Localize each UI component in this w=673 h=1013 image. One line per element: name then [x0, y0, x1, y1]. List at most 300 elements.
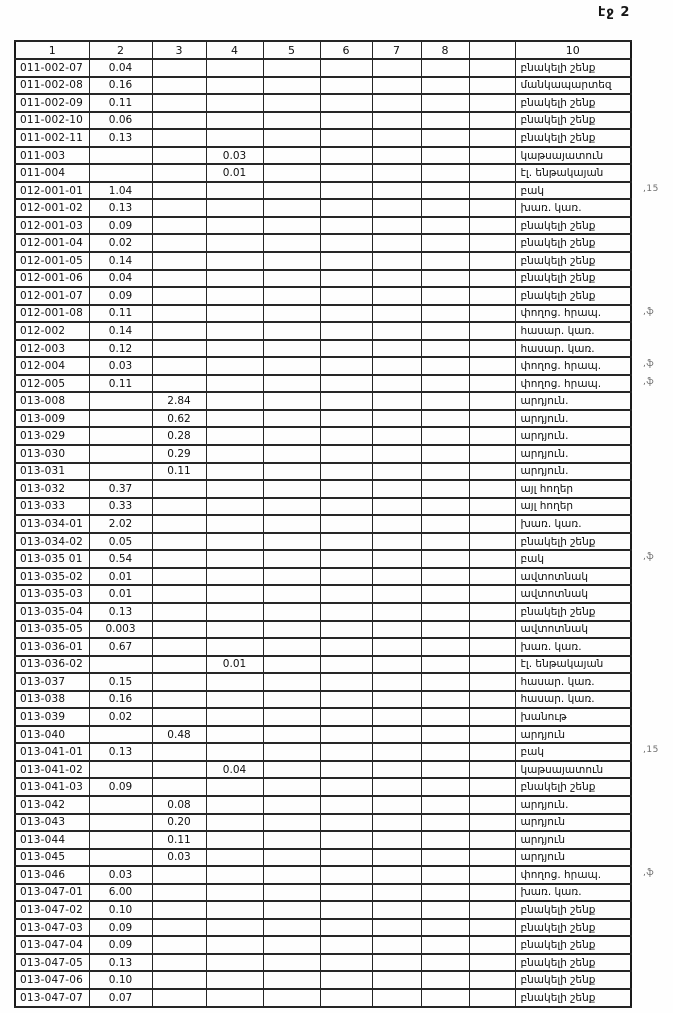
area-col2-cell: 0.10: [89, 901, 152, 919]
land-use-cell: ավտոտնակ: [515, 568, 631, 586]
empty-cell: [372, 445, 421, 463]
land-use-cell: փողոց. հրապ.: [515, 866, 631, 884]
empty-cell: [372, 77, 421, 95]
area-col2-cell: [89, 849, 152, 867]
empty-cell: [372, 936, 421, 954]
margin-annotation: ,ֆ: [643, 552, 655, 563]
empty-cell: [263, 533, 320, 551]
area-col3-cell: [152, 182, 206, 200]
parcel-id-cell: 013-042: [15, 796, 89, 814]
empty-cell: [421, 638, 469, 656]
parcel-id-cell: 013-043: [15, 814, 89, 832]
area-col3-cell: [152, 761, 206, 779]
empty-cell: [421, 445, 469, 463]
empty-cell: [263, 743, 320, 761]
empty-cell: [372, 217, 421, 235]
empty-cell: [320, 463, 372, 481]
land-use-cell: բնակելի շենք: [515, 234, 631, 252]
empty-cell: [372, 585, 421, 603]
area-col4-cell: [206, 427, 263, 445]
area-col2-cell: [89, 831, 152, 849]
area-col3-cell: [152, 234, 206, 252]
empty-cell: [263, 94, 320, 112]
land-use-cell: բակ: [515, 743, 631, 761]
area-col3-cell: [152, 585, 206, 603]
land-use-cell: արդյուն.: [515, 796, 631, 814]
empty-cell: [263, 164, 320, 182]
area-col4-cell: [206, 217, 263, 235]
empty-cell: [421, 726, 469, 744]
empty-cell: [320, 936, 372, 954]
table-row: [15, 147, 631, 165]
empty-cell: [421, 989, 469, 1007]
empty-cell: [421, 270, 469, 288]
land-use-cell: կաթսայատուն: [515, 147, 631, 165]
parcel-id-cell: 013-037: [15, 673, 89, 691]
parcel-id-cell: 011-002-10: [15, 112, 89, 130]
empty-cell: [469, 410, 515, 428]
land-use-cell: հասար. կառ.: [515, 673, 631, 691]
parcel-id-cell: 012-001-06: [15, 270, 89, 288]
empty-cell: [263, 77, 320, 95]
table-row: [15, 621, 631, 639]
cadastral-parcel-table: [14, 40, 632, 1008]
empty-cell: [469, 234, 515, 252]
margin-annotation: ,ֆ: [643, 868, 655, 879]
area-col2-cell: 0.04: [89, 270, 152, 288]
area-col4-cell: [206, 796, 263, 814]
empty-cell: [421, 287, 469, 305]
empty-cell: [421, 603, 469, 621]
empty-cell: [469, 954, 515, 972]
empty-cell: [372, 533, 421, 551]
empty-cell: [372, 708, 421, 726]
empty-cell: [469, 498, 515, 516]
empty-cell: [421, 550, 469, 568]
area-col2-cell: 6.00: [89, 884, 152, 902]
area-col4-cell: [206, 410, 263, 428]
empty-cell: [469, 217, 515, 235]
land-use-cell: արդյուն.: [515, 392, 631, 410]
land-use-cell: բնակելի շենք: [515, 919, 631, 937]
parcel-id-cell: 012-001-05: [15, 252, 89, 270]
table-row: [15, 550, 631, 568]
empty-cell: [469, 357, 515, 375]
parcel-id-cell: 011-002-07: [15, 59, 89, 77]
parcel-id-cell: 013-041-03: [15, 778, 89, 796]
table-row: [15, 691, 631, 709]
empty-cell: [421, 673, 469, 691]
empty-cell: [263, 919, 320, 937]
parcel-id-cell: 013-047-06: [15, 971, 89, 989]
empty-cell: [320, 919, 372, 937]
empty-cell: [320, 112, 372, 130]
empty-cell: [372, 884, 421, 902]
area-col3-cell: [152, 94, 206, 112]
empty-cell: [372, 550, 421, 568]
empty-cell: [421, 305, 469, 323]
area-col2-cell: 0.003: [89, 621, 152, 639]
empty-cell: [320, 77, 372, 95]
empty-cell: [320, 568, 372, 586]
empty-cell: [320, 971, 372, 989]
land-use-cell: արդյուն.: [515, 463, 631, 481]
area-col3-cell: [152, 936, 206, 954]
empty-cell: [469, 673, 515, 691]
empty-cell: [469, 59, 515, 77]
area-col2-cell: 0.37: [89, 480, 152, 498]
empty-cell: [320, 778, 372, 796]
empty-cell: [372, 252, 421, 270]
table-row: [15, 322, 631, 340]
table-row: [15, 585, 631, 603]
empty-cell: [372, 568, 421, 586]
empty-cell: [372, 691, 421, 709]
area-col3-cell: 0.11: [152, 831, 206, 849]
parcel-id-cell: 013-035 01: [15, 550, 89, 568]
table-row: [15, 480, 631, 498]
table-row: [15, 270, 631, 288]
parcel-id-cell: 011-003: [15, 147, 89, 165]
empty-cell: [469, 463, 515, 481]
empty-cell: [372, 463, 421, 481]
parcel-id-cell: 012-002: [15, 322, 89, 340]
parcel-id-cell: 013-035-03: [15, 585, 89, 603]
empty-cell: [469, 761, 515, 779]
area-col2-cell: 0.14: [89, 322, 152, 340]
empty-cell: [320, 234, 372, 252]
land-use-cell: խառ. կառ.: [515, 884, 631, 902]
empty-cell: [320, 550, 372, 568]
empty-cell: [263, 182, 320, 200]
empty-cell: [421, 357, 469, 375]
area-col3-cell: [152, 621, 206, 639]
empty-cell: [263, 112, 320, 130]
empty-cell: [469, 533, 515, 551]
empty-cell: [320, 691, 372, 709]
area-col4-cell: [206, 585, 263, 603]
empty-cell: [469, 445, 515, 463]
area-col2-cell: 0.15: [89, 673, 152, 691]
parcel-id-cell: 013-046: [15, 866, 89, 884]
empty-cell: [320, 901, 372, 919]
area-col3-cell: [152, 252, 206, 270]
table-row: [15, 656, 631, 674]
empty-cell: [469, 129, 515, 147]
land-use-cell: բակ: [515, 550, 631, 568]
area-col4-cell: [206, 480, 263, 498]
empty-cell: [421, 147, 469, 165]
empty-cell: [421, 480, 469, 498]
area-col3-cell: 0.62: [152, 410, 206, 428]
land-use-cell: խառ. կառ.: [515, 199, 631, 217]
empty-cell: [372, 480, 421, 498]
parcel-id-cell: 012-004: [15, 357, 89, 375]
land-use-cell: խառ. կառ.: [515, 515, 631, 533]
empty-cell: [263, 656, 320, 674]
area-col2-cell: [89, 147, 152, 165]
empty-cell: [320, 59, 372, 77]
area-col4-cell: [206, 638, 263, 656]
parcel-id-cell: 012-001-04: [15, 234, 89, 252]
parcel-id-cell: 012-005: [15, 375, 89, 393]
empty-cell: [263, 357, 320, 375]
column-header: 6: [320, 41, 372, 59]
empty-cell: [421, 59, 469, 77]
empty-cell: [469, 515, 515, 533]
area-col2-cell: 0.16: [89, 691, 152, 709]
parcel-id-cell: 013-047-04: [15, 936, 89, 954]
empty-cell: [421, 94, 469, 112]
empty-cell: [320, 182, 372, 200]
area-col2-cell: 0.13: [89, 199, 152, 217]
empty-cell: [320, 480, 372, 498]
empty-cell: [469, 743, 515, 761]
table-row: [15, 831, 631, 849]
area-col4-cell: [206, 270, 263, 288]
empty-cell: [421, 814, 469, 832]
empty-cell: [372, 59, 421, 77]
area-col4-cell: [206, 199, 263, 217]
empty-cell: [421, 691, 469, 709]
empty-cell: [263, 515, 320, 533]
table-row: [15, 515, 631, 533]
empty-cell: [469, 427, 515, 445]
land-use-cell: բնակելի շենք: [515, 901, 631, 919]
area-col3-cell: [152, 480, 206, 498]
area-col3-cell: [152, 270, 206, 288]
table-row: [15, 59, 631, 77]
empty-cell: [263, 708, 320, 726]
parcel-id-cell: 013-033: [15, 498, 89, 516]
empty-cell: [263, 59, 320, 77]
parcel-id-cell: 012-001-08: [15, 305, 89, 323]
table-row: [15, 445, 631, 463]
empty-cell: [372, 919, 421, 937]
empty-cell: [469, 77, 515, 95]
land-use-cell: արդյուն: [515, 814, 631, 832]
empty-cell: [469, 550, 515, 568]
empty-cell: [320, 147, 372, 165]
area-col3-cell: [152, 708, 206, 726]
empty-cell: [469, 971, 515, 989]
empty-cell: [263, 831, 320, 849]
empty-cell: [320, 340, 372, 358]
land-use-cell: հասար. կառ.: [515, 340, 631, 358]
empty-cell: [421, 761, 469, 779]
empty-cell: [263, 778, 320, 796]
land-use-cell: բնակելի շենք: [515, 94, 631, 112]
empty-cell: [320, 392, 372, 410]
empty-cell: [372, 147, 421, 165]
land-use-cell: բնակելի շենք: [515, 252, 631, 270]
table-row: [15, 305, 631, 323]
area-col2-cell: 0.09: [89, 778, 152, 796]
parcel-id-cell: 011-002-11: [15, 129, 89, 147]
empty-cell: [263, 217, 320, 235]
empty-cell: [469, 94, 515, 112]
empty-cell: [421, 77, 469, 95]
empty-cell: [263, 322, 320, 340]
empty-cell: [372, 164, 421, 182]
table-row: [15, 498, 631, 516]
land-use-cell: փողոց. հրապ.: [515, 375, 631, 393]
empty-cell: [320, 498, 372, 516]
empty-cell: [421, 796, 469, 814]
land-use-cell: էլ. ենթակայան: [515, 656, 631, 674]
area-col4-cell: [206, 778, 263, 796]
table-row: [15, 182, 631, 200]
empty-cell: [372, 270, 421, 288]
parcel-id-cell: 013-036-02: [15, 656, 89, 674]
parcel-id-cell: 012-003: [15, 340, 89, 358]
empty-cell: [421, 954, 469, 972]
column-header: 3: [152, 41, 206, 59]
land-use-cell: բնակելի շենք: [515, 270, 631, 288]
parcel-id-cell: 013-036-01: [15, 638, 89, 656]
empty-cell: [372, 849, 421, 867]
land-use-cell: կաթսայատուն: [515, 761, 631, 779]
empty-cell: [469, 340, 515, 358]
area-col3-cell: [152, 59, 206, 77]
empty-cell: [320, 954, 372, 972]
empty-cell: [469, 480, 515, 498]
table-row: [15, 778, 631, 796]
empty-cell: [320, 796, 372, 814]
empty-cell: [469, 182, 515, 200]
table-row: [15, 638, 631, 656]
empty-cell: [320, 638, 372, 656]
empty-cell: [320, 831, 372, 849]
empty-cell: [263, 199, 320, 217]
land-use-cell: բնակելի շենք: [515, 603, 631, 621]
parcel-id-cell: 013-035-04: [15, 603, 89, 621]
empty-cell: [320, 410, 372, 428]
empty-cell: [320, 656, 372, 674]
area-col2-cell: 0.02: [89, 234, 152, 252]
area-col2-cell: 0.05: [89, 533, 152, 551]
empty-cell: [372, 638, 421, 656]
area-col2-cell: 0.13: [89, 954, 152, 972]
area-col4-cell: [206, 849, 263, 867]
parcel-id-cell: 013-035-02: [15, 568, 89, 586]
area-col3-cell: [152, 673, 206, 691]
land-use-cell: բնակելի շենք: [515, 287, 631, 305]
empty-cell: [263, 550, 320, 568]
area-col4-cell: [206, 287, 263, 305]
table-row: [15, 568, 631, 586]
area-col3-cell: [152, 638, 206, 656]
empty-cell: [320, 743, 372, 761]
empty-cell: [263, 129, 320, 147]
parcel-id-cell: 013-035-05: [15, 621, 89, 639]
table-row: [15, 954, 631, 972]
empty-cell: [320, 726, 372, 744]
empty-cell: [263, 463, 320, 481]
empty-cell: [263, 673, 320, 691]
empty-cell: [421, 463, 469, 481]
empty-cell: [469, 691, 515, 709]
land-use-cell: փողոց. հրապ.: [515, 305, 631, 323]
table-row: [15, 234, 631, 252]
table-row: [15, 936, 631, 954]
parcel-id-cell: 013-047-05: [15, 954, 89, 972]
empty-cell: [263, 287, 320, 305]
area-col2-cell: 0.04: [89, 59, 152, 77]
empty-cell: [320, 94, 372, 112]
area-col2-cell: 1.04: [89, 182, 152, 200]
area-col3-cell: [152, 340, 206, 358]
area-col3-cell: [152, 357, 206, 375]
margin-annotation: ,15: [643, 183, 659, 194]
table-row: [15, 217, 631, 235]
empty-cell: [320, 375, 372, 393]
empty-cell: [469, 322, 515, 340]
empty-cell: [469, 252, 515, 270]
page-number-label: էջ 2: [598, 5, 631, 20]
empty-cell: [263, 866, 320, 884]
empty-cell: [263, 234, 320, 252]
empty-cell: [263, 761, 320, 779]
empty-cell: [372, 673, 421, 691]
empty-cell: [320, 305, 372, 323]
land-use-cell: բնակելի շենք: [515, 954, 631, 972]
empty-cell: [263, 796, 320, 814]
area-col4-cell: 0.04: [206, 761, 263, 779]
area-col2-cell: 0.03: [89, 866, 152, 884]
table-row: [15, 796, 631, 814]
empty-cell: [320, 287, 372, 305]
land-use-cell: այլ հողեր: [515, 498, 631, 516]
empty-cell: [469, 375, 515, 393]
column-header: 7: [372, 41, 421, 59]
empty-cell: [421, 656, 469, 674]
empty-cell: [320, 322, 372, 340]
empty-cell: [372, 340, 421, 358]
land-use-cell: էլ. ենթակայան: [515, 164, 631, 182]
parcel-id-cell: 013-034-01: [15, 515, 89, 533]
table-row: [15, 884, 631, 902]
column-header: 5: [263, 41, 320, 59]
area-col2-cell: 0.13: [89, 743, 152, 761]
empty-cell: [263, 498, 320, 516]
empty-cell: [469, 726, 515, 744]
empty-cell: [372, 427, 421, 445]
empty-cell: [469, 305, 515, 323]
area-col3-cell: [152, 77, 206, 95]
empty-cell: [263, 603, 320, 621]
area-col2-cell: [89, 427, 152, 445]
empty-cell: [469, 936, 515, 954]
empty-cell: [263, 340, 320, 358]
area-col2-cell: 0.11: [89, 94, 152, 112]
table-row: [15, 287, 631, 305]
column-header: 2: [89, 41, 152, 59]
area-col2-cell: 0.12: [89, 340, 152, 358]
area-col2-cell: 0.03: [89, 357, 152, 375]
empty-cell: [372, 989, 421, 1007]
empty-cell: [320, 989, 372, 1007]
land-use-cell: հասար. կառ.: [515, 691, 631, 709]
parcel-id-cell: 013-047-07: [15, 989, 89, 1007]
area-col3-cell: [152, 112, 206, 130]
empty-cell: [421, 182, 469, 200]
area-col4-cell: [206, 814, 263, 832]
empty-cell: [320, 445, 372, 463]
area-col2-cell: [89, 410, 152, 428]
empty-cell: [421, 778, 469, 796]
area-col3-cell: [152, 147, 206, 165]
